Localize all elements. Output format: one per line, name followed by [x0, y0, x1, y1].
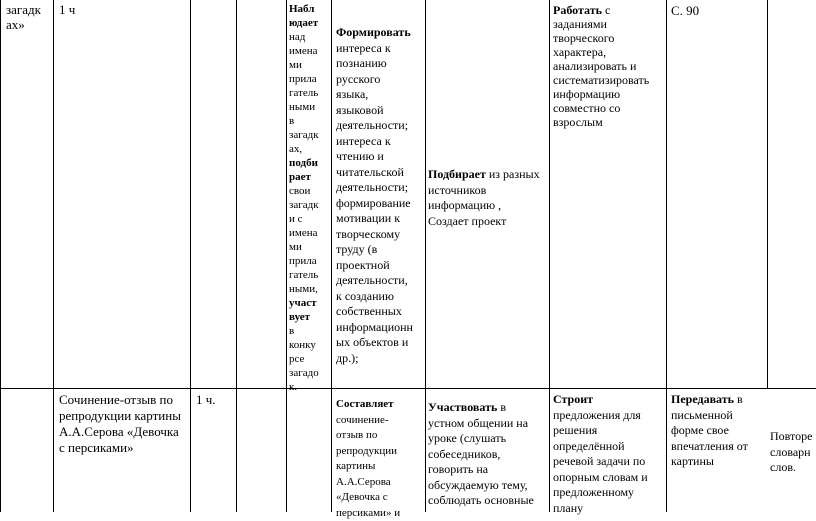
grid-line	[53, 0, 54, 512]
formation-cell	[336, 25, 426, 366]
lesson-topic: Сочинение-отзыв по репродукции картины А.А.Серова «Девочка с персиками»	[59, 392, 189, 456]
compose-text: сочинение- отзыв по репродукции картины А.А.Серова «Девочка с персиками» и	[336, 413, 426, 521]
participate-cell	[428, 400, 550, 509]
build-verb: Строит	[553, 392, 593, 406]
grid-line	[190, 0, 191, 512]
convey-cell	[671, 392, 767, 470]
participate-verb: Участвовать	[428, 400, 497, 414]
grid-line	[0, 0, 1, 512]
compose-cell	[336, 397, 426, 521]
work-cell	[553, 3, 667, 129]
grid-line	[767, 0, 768, 388]
topic-fragment: загадк ах»	[6, 2, 52, 32]
picks-verb: Подбирает	[428, 167, 486, 181]
formation-text: интереса к познанию русского языка, языковой деятельности; интереса к чтению и читательской деятельности; формирование мотивации к творческому труду (в проектной деятельности, к созданию собственных информационн ых объектов и др.);	[336, 41, 426, 367]
compose-verb: Составляет	[336, 398, 394, 410]
selects-text: свои загадк и с имена ми прила гатель ными,	[289, 184, 331, 296]
convey-verb: Передавать	[671, 392, 734, 406]
grid-line	[286, 0, 287, 512]
participate-text: в устном общении на уроке (слушать собеседников, говорить на обсуждаемую тему, соблюдать основные	[428, 400, 534, 507]
page-reference: С. 90	[671, 3, 699, 18]
formation-verb: Формировать	[336, 25, 411, 39]
observes-verb: Набл юдает	[289, 3, 318, 29]
row-divider	[0, 388, 816, 389]
picks-cell	[428, 167, 550, 229]
grid-line	[236, 0, 237, 512]
grid-line	[331, 0, 332, 512]
repeat-cell: Повторе словарн слов.	[770, 429, 816, 476]
build-text: предложения для решения определённой речевой задачи по опорным словам и предложенному плану	[553, 408, 667, 517]
hours-cell: 1 ч	[59, 2, 75, 17]
work-verb: Работать	[553, 3, 602, 17]
convey-text: в письменной форме свое впечатления от картины	[671, 392, 748, 468]
work-text: с заданиями творческого характера, анализировать и систематизировать информацию совместно со взрослым	[553, 3, 649, 129]
observes-cell	[289, 2, 331, 394]
hours-cell: 1 ч.	[196, 392, 216, 407]
participates-text: в конку рсе загадо к.	[289, 324, 331, 394]
picks-text: из разных источников информацию , Создает проект	[428, 167, 540, 228]
build-cell	[553, 392, 667, 516]
participates-verb: участ вует	[289, 297, 317, 323]
observes-text: над имена ми прила гатель ными в загадк ах,	[289, 30, 331, 156]
selects-verb: подби рает	[289, 157, 318, 183]
